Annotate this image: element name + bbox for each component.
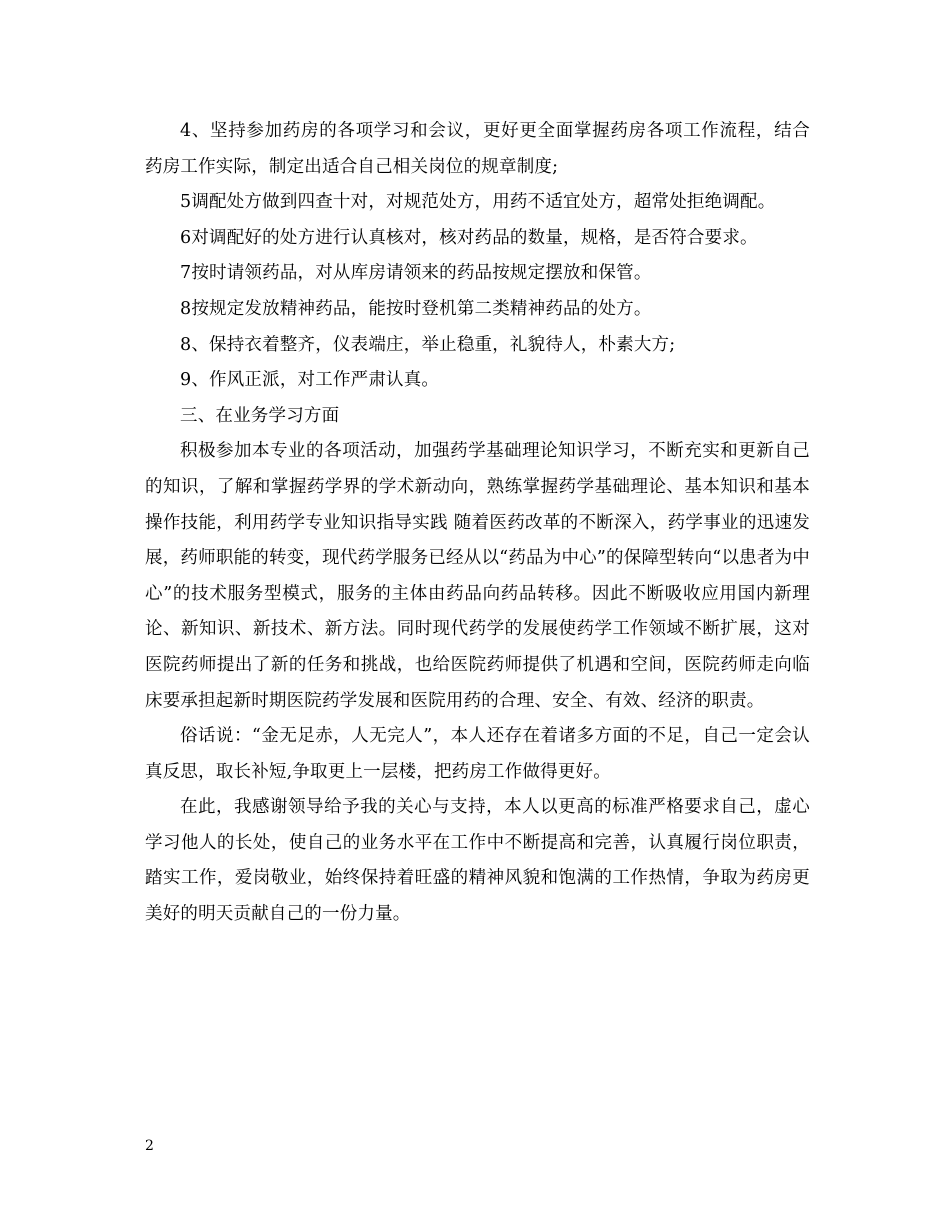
- paragraph-item-7: 7按时请领药品，对从库房请领来的药品按规定摆放和保管。: [180, 263, 652, 284]
- paragraph-item-8a: 8按规定发放精神药品，能按时登机第二类精神药品的处方。: [180, 298, 652, 319]
- paragraph-item-8b: 8、保持衣着整齐，仪表端庄，举止稳重，礼貌待人，朴素大方;: [180, 334, 676, 355]
- paragraph-self-reflection: 俗话说：“金无足赤，人无完人”，本人还存在着诸多方面的不足，自己一定会认真反思，取长补短,争取更上一层楼，把药房工作做得更好。: [145, 726, 810, 782]
- paragraph-item-4: 4、坚持参加药房的各项学习和会议，更好更全面掌握药房各项工作流程，结合药房工作实际，制定出适合自己相关岗位的规章制度;: [145, 121, 810, 177]
- paragraph-item-9: 9、作风正派，对工作严肃认真。: [180, 370, 440, 391]
- paragraph-item-6: 6对调配好的处方进行认真核对，核对药品的数量，规格，是否符合要求。: [180, 227, 758, 248]
- document-body: [145, 114, 810, 933]
- paragraph-study: 积极参加本专业的各项活动，加强药学基础理论知识学习，不断充实和更新自己的知识，了解和掌握药学界的学术新动向，熟练掌握药学基础理论、基本知识和基本操作技能，利用药学专业知识指导实践 随着医药改革的不断深入，药学事业的迅速发展，药师职能的转变，现代药学服务已经从以“药品为中心”的保障型转向“以患者为中心”的技术服务型模式，服务的主体由药品向药品转移。因此不断吸收应用国内新理论、新知识、新技术、新方法。同时现代药学的发展使药学工作领域不断扩展，这对医院药师提出了新的任务和挑战，也给医院药师提供了机遇和空间，医院药师走向临床要承担起新时期医院药学发展和医院用药的合理、安全、有效、经济的职责。: [145, 441, 810, 711]
- section-heading-study: 三、在业务学习方面: [180, 405, 340, 426]
- paragraph-item-5: 5调配处方做到四查十对，对规范处方，用药不适宜处方，超常处拒绝调配。: [180, 192, 776, 213]
- paragraph-closing: 在此，我感谢领导给予我的关心与支持，本人以更高的标准严格要求自己，虚心学习他人的长处，使自己的业务水平在工作中不断提高和完善，认真履行岗位职责，踏实工作，爱岗敬业，始终保持着旺盛的精神风貌和饱满的工作热情，争取为药房更美好的明天贡献自己的一份力量。: [145, 797, 810, 925]
- page-number: 2: [145, 1138, 154, 1154]
